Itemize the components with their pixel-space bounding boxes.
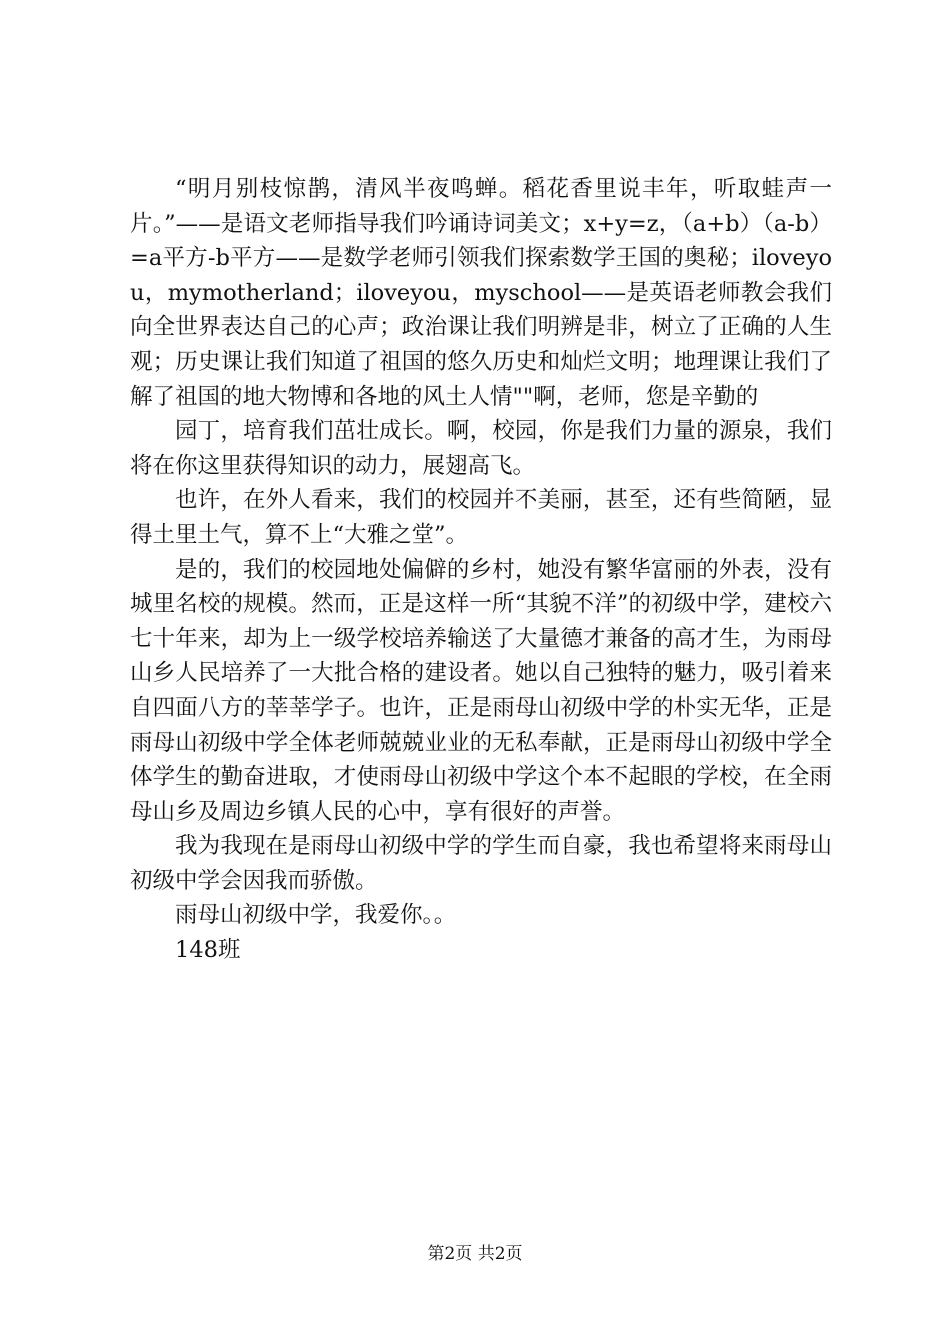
paragraph-poem-subjects: “明月别枝惊鹊，清风半夜鸣蝉。稻花香里说丰年，听取蛙声一片。”——是语文老师指导我们吟诵诗词美文；x+y=z，（a+b）（a-b）=a平方-b平方——是数学老师引领我们探索数学王国的奥秘；iloveyou，mymotherland；iloveyou，myschool——是英语老师教会我们向全世界表达自己的心声；政治课让我们明辨是非，树立了正确的人生观；历史课让我们知道了祖国的悠久历史和灿烂文明；地理课让我们了解了祖国的地大物博和各地的风土人情""啊，老师，您是辛勤的 — [130, 176, 832, 410]
document-body — [130, 172, 832, 968]
paragraph-campus-history: 是的，我们的校园地处偏僻的乡村，她没有繁华富丽的外表，没有城里名校的规模。然而，正是这样一所“其貌不洋”的初级中学，建校六七十年来，却为上一级学校培养输送了大量德才兼备的高才生，为雨母山乡人民培养了一大批合格的建设者。她以自己独特的魅力，吸引着来自四面八方的莘莘学子。也许，正是雨母山初级中学的朴实无华，正是雨母山初级中学全体老师兢兢业业的无私奉献，正是雨母山初级中学全体学生的勤奋进取，才使雨母山初级中学这个本不起眼的学校，在全雨母山乡及周边乡镇人民的心中，享有很好的声誉。 — [130, 556, 832, 825]
paragraph-class-signature: 148班 — [175, 937, 241, 964]
paragraph-campus-simple: 也许，在外人看来，我们的校园并不美丽，甚至，还有些简陋，显得土里土气，算不上“大雅之堂”。 — [130, 487, 832, 548]
page-number-footer: 第2页 共2页 — [427, 1244, 523, 1264]
paragraph-love-school: 雨母山初级中学，我爱你。。 — [175, 902, 457, 929]
paragraph-pride: 我为我现在是雨母山初级中学的学生而自豪，我也希望将来雨母山初级中学会因我而骄傲。 — [130, 833, 832, 894]
paragraph-gardener: 园丁，培育我们茁壮成长。啊，校园，你是我们力量的源泉，我们将在你这里获得知识的动力，展翅高飞。 — [130, 418, 832, 479]
